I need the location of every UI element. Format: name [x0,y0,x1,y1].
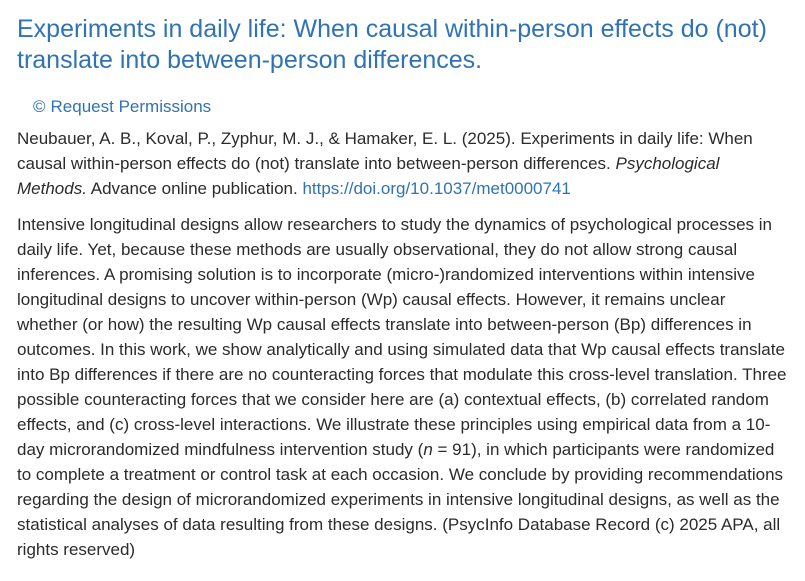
citation [17,126,789,201]
abstract-text-part2: = 91), in which participants were randomized to complete a treatment or control task at each occasion. We conclude by providing recommendations regarding the design of microrandomized experiments in intensive longitudinal designs, as well as the statistical analyses of data resulting from these designs. (PsycInfo Database Record (c) 2025 APA, all rights reserved) [17,440,784,559]
request-permissions-label: Request Permissions [50,97,212,116]
citation-journal: Psychological Methods. [17,154,720,198]
request-permissions-link[interactable] [33,96,211,118]
copyright-icon: © [33,97,46,116]
citation-status: Advance online publication. [90,179,298,198]
abstract-text-part1: Intensive longitudinal designs allow researchers to study the dynamics of psychological processes in daily life. Yet, because these methods are usually observational, they do not allow strong causal inferences. A promising solution is to incorporate (micro-)randomized interventions within intensive longitudinal designs to uncover within-person (Wp) causal effects. However, it remains unclear whether (or how) the resulting Wp causal effects translate into between-person (Bp) differences in outcomes. In this work, we show analytically and using simulated data that Wp causal effects translate into Bp differences if there are no counteracting forces that modulate this cross-level translation. Three possible counteracting forces that we consider here are (a) contextual effects, (b) correlated random effects, and (c) cross-level interactions. We illustrate these principles using empirical data from a 10-day microrandomized mindfulness intervention study ( [17,215,787,459]
citation-authors-title: Neubauer, A. B., Koval, P., Zyphur, M. J., & Hamaker, E. L. (2025). Experiments in daily life: When causal within-person effects do (not) translate into between-person differences. [17,129,753,173]
sample-size-symbol: n [423,440,433,459]
article-title: Experiments in daily life: When causal within-person effects do (not) translate into between-person differences. [17,15,767,74]
doi-link[interactable]: https://doi.org/10.1037/met0000741 [302,179,571,198]
abstract [17,212,789,562]
